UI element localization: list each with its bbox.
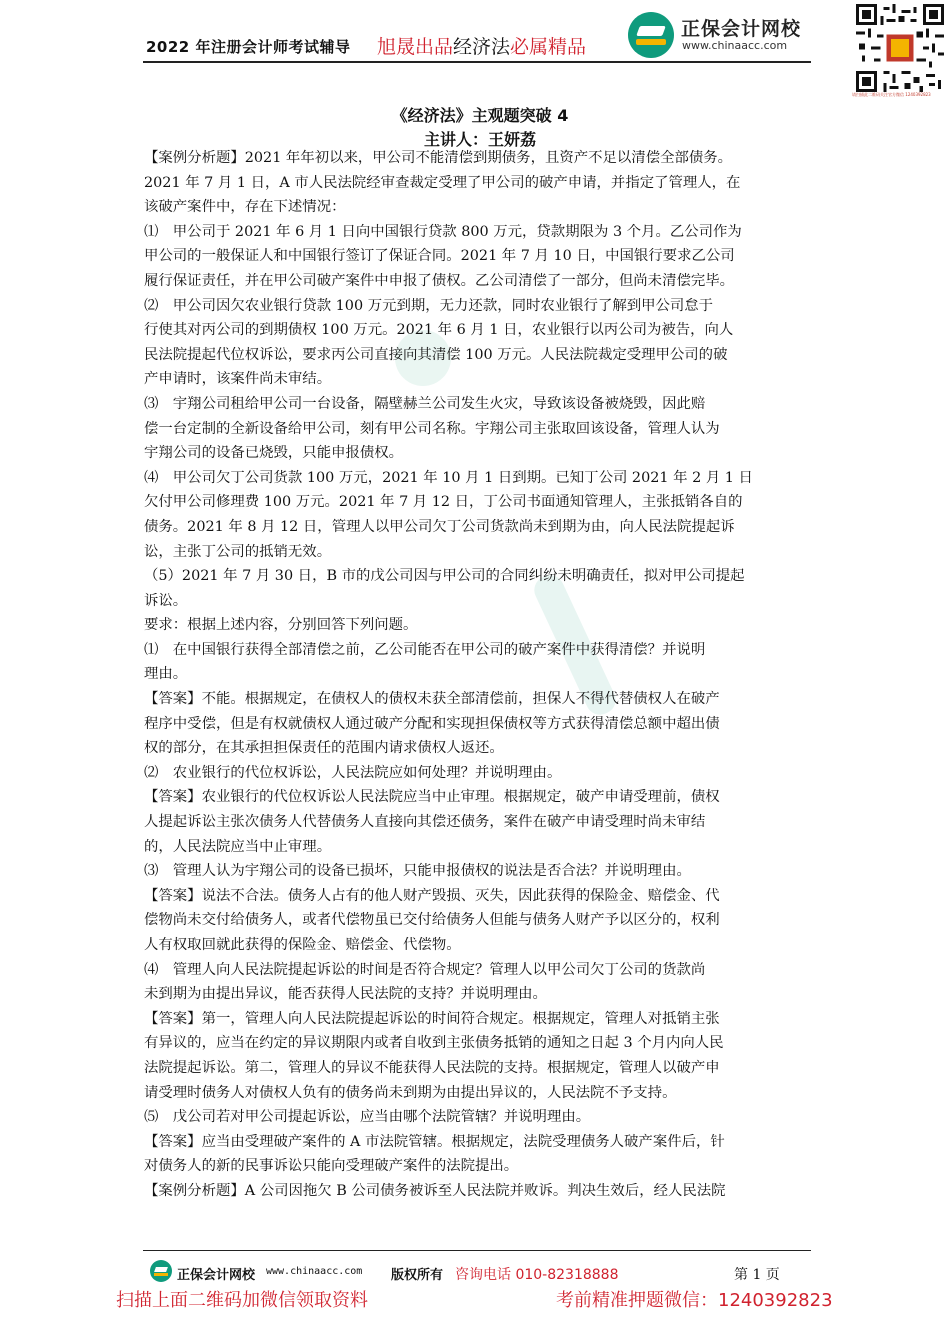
footer-rights: 版权所有: [391, 1268, 444, 1283]
body-line: 【答案】说法不合法。债务人占有的他人财产毁损、灭失，因此获得的保险金、赔偿金、代: [144, 887, 720, 904]
body-line: 【案例分析题】A 公司因拖欠 B 公司债务被诉至人民法院并败诉。判决生效后，经人民法院: [144, 1182, 726, 1199]
body-line: 请受理时债务人对债权人负有的债务尚未到期为由提出异议的，人民法院不予支持。: [144, 1084, 677, 1101]
body-line: 【答案】第一，管理人向人民法院提起诉讼的时间符合规定。根据规定，管理人对抵销主张: [144, 1010, 720, 1027]
body-line: 的，人民法院应当中止审理。: [144, 838, 332, 855]
footer-wechat-tip: 考前精准押题微信：1240392823: [556, 1290, 833, 1311]
body-line: 有异议的，应当在约定的异议期限内或者自收到主张债务抵销的通知之日起 3 个月内向人民: [144, 1035, 724, 1052]
series-tag-part3: 必属精品: [510, 36, 587, 58]
body-line: 【答案】农业银行的代位权诉讼人民法院应当中止审理。根据规定，破产申请受理前，债权: [144, 789, 720, 806]
series-tag-part2: 经济法: [453, 36, 511, 58]
body-line: ⑴ 在中国银行获得全部清偿之前，乙公司能否在甲公司的破产案件中获得清偿？并说明: [144, 641, 706, 658]
body-line: 程序中受偿，但是有权就债权人通过破产分配和实现担保债权等方式获得清偿总额中超出债: [144, 715, 720, 732]
footer-divider: [143, 1250, 811, 1251]
body-line: 人有权取回就此获得的保险金、赔偿金、代偿物。: [144, 937, 461, 953]
body-line: 宇翔公司的设备已烧毁，只能申报债权。: [144, 445, 404, 462]
body-line: 民法院提起代位权诉讼，要求丙公司直接向其清偿 100 万元。人民法院裁定受理甲公司的破: [144, 346, 728, 363]
body-line: 对债务人的新的民事诉讼只能向受理破产案件的法院提出。: [144, 1158, 519, 1175]
body-line: ⑶ 管理人认为宇翔公司的设备已损坏，只能申报债权的说法是否合法？并说明理由。: [144, 863, 691, 880]
qr-caption: 请扫描此二维码关注官方微信 1240392823: [852, 92, 931, 97]
qr-code-icon: [856, 4, 944, 92]
brand-url: www.chinaacc.com: [682, 39, 788, 52]
body-line: ⑵ 农业银行的代位权诉讼，人民法院应如何处理？并说明理由。: [144, 764, 562, 781]
header-divider: [143, 61, 811, 63]
body-line: 行使其对丙公司的到期债权 100 万元。2021 年 6 月 1 日，农业银行以丙公司为被告，向人: [144, 322, 734, 339]
body-line: 诉讼。: [144, 592, 188, 609]
body-line: ⑶ 宇翔公司租给甲公司一台设备，隔壁赫兰公司发生火灾，导致该设备被烧毁，因此赔: [144, 395, 706, 412]
body-line: 人提起诉讼主张次债务人代替债务人直接向其偿还债务，案件在破产申请受理时尚未审结: [144, 814, 706, 831]
body-line: 履行保证责任，并在甲公司破产案件中申报了债权。乙公司清偿了一部分，但尚未清偿完毕。: [144, 272, 735, 289]
body-line: 要求：根据上述内容，分别回答下列问题。: [144, 617, 418, 634]
footer-url: www.chinaacc.com: [266, 1266, 363, 1277]
brand-block: [628, 12, 828, 60]
body-line: ⑷ 甲公司欠丁公司货款 100 万元，2021 年 10 月 1 日到期。已知丁公司 2021 年 2 月 1 日: [144, 469, 753, 486]
body-line: 【案例分析题】2021 年年初以来，甲公司不能清偿到期债务，且资产不足以清偿全部债务。: [144, 150, 733, 166]
body-line: 偿一台定制的全新设备给甲公司，刻有甲公司名称。宇翔公司主张取回该设备，管理人认为: [144, 420, 720, 437]
body-line: 偿物尚未交付给债务人，或者代偿物虽已交付给债务人但能与债务人财产予以区分的，权利: [144, 912, 720, 929]
footer-phone: 咨询电话 010-82318888: [455, 1267, 619, 1283]
body-line: 产申请时，该案件尚未审结。: [144, 371, 332, 388]
body-line: 甲公司的一般保证人和中国银行签订了保证合同。2021 年 7 月 10 日，中国银行要求乙公司: [144, 248, 735, 265]
body-line: 欠付甲公司修理费 100 万元。2021 年 7 月 12 日，丁公司书面通知管理人，主张抵销各自的: [144, 494, 743, 511]
document-body: [144, 146, 808, 1204]
footer-scan-tip: 扫描上面二维码加微信领取资料: [116, 1290, 368, 1311]
chinaacc-logo-icon: [628, 12, 674, 58]
body-line: ⑷ 管理人向人民法院提起诉讼的时间是否符合规定？管理人以甲公司欠丁公司的货款尚: [144, 961, 706, 978]
lecturer-name: 主讲人：王妍荔: [423, 130, 536, 149]
body-line: ⑴ 甲公司于 2021 年 6 月 1 日向中国银行贷款 800 万元，贷款期限为 3 个月。乙公司作为: [144, 223, 742, 240]
body-line: 权的部分，在其承担担保责任的范围内请求债权人返还。: [144, 740, 504, 757]
series-tag-part1: 旭晟出品: [377, 36, 454, 58]
body-line: 该破产案件中，存在下述情况：: [144, 199, 346, 216]
footer-logo-icon: [150, 1260, 172, 1282]
body-line: 理由。: [144, 666, 188, 683]
body-line: 【答案】不能。根据规定，在债权人的债权未获全部清偿前，担保人不得代替债权人在破产: [144, 691, 720, 708]
series-tag: [377, 32, 586, 59]
exam-header: 2022 年注册会计师考试辅导: [146, 38, 351, 56]
body-line: 2021 年 7 月 1 日，A 市人民法院经审查裁定受理了甲公司的破产申请，并指定了管理人，在: [144, 174, 741, 191]
body-line: 法院提起诉讼。第二，管理人的异议不能获得人民法院的支持。根据规定，管理人以破产申: [144, 1059, 720, 1076]
brand-name: 正保会计网校: [681, 18, 802, 40]
page-number: 第 1 页: [734, 1267, 780, 1283]
body-line: ⑸ 戊公司若对甲公司提起诉讼，应当由哪个法院管辖？并说明理由。: [144, 1109, 591, 1126]
document-title: 《经济法》主观题突破 4: [391, 106, 569, 125]
body-line: （5）2021 年 7 月 30 日，B 市的戊公司因与甲公司的合同纠纷未明确责任，拟对甲公司提起: [144, 568, 745, 585]
body-line: 讼，主张丁公司的抵销无效。: [144, 543, 332, 560]
body-line: 未到期为由提出异议，能否获得人民法院的支持？并说明理由。: [144, 986, 547, 1003]
body-line: ⑵ 甲公司因欠农业银行贷款 100 万元到期，无力还款，同时农业银行了解到甲公司怠于: [144, 297, 714, 314]
body-line: 债务。2021 年 8 月 12 日，管理人以甲公司欠丁公司货款尚未到期为由，向人民法院提起诉: [144, 518, 735, 535]
footer-brand: 正保会计网校: [177, 1268, 256, 1283]
body-line: 【答案】应当由受理破产案件的 A 市法院管辖。根据规定，法院受理债务人破产案件后，针: [144, 1133, 725, 1150]
